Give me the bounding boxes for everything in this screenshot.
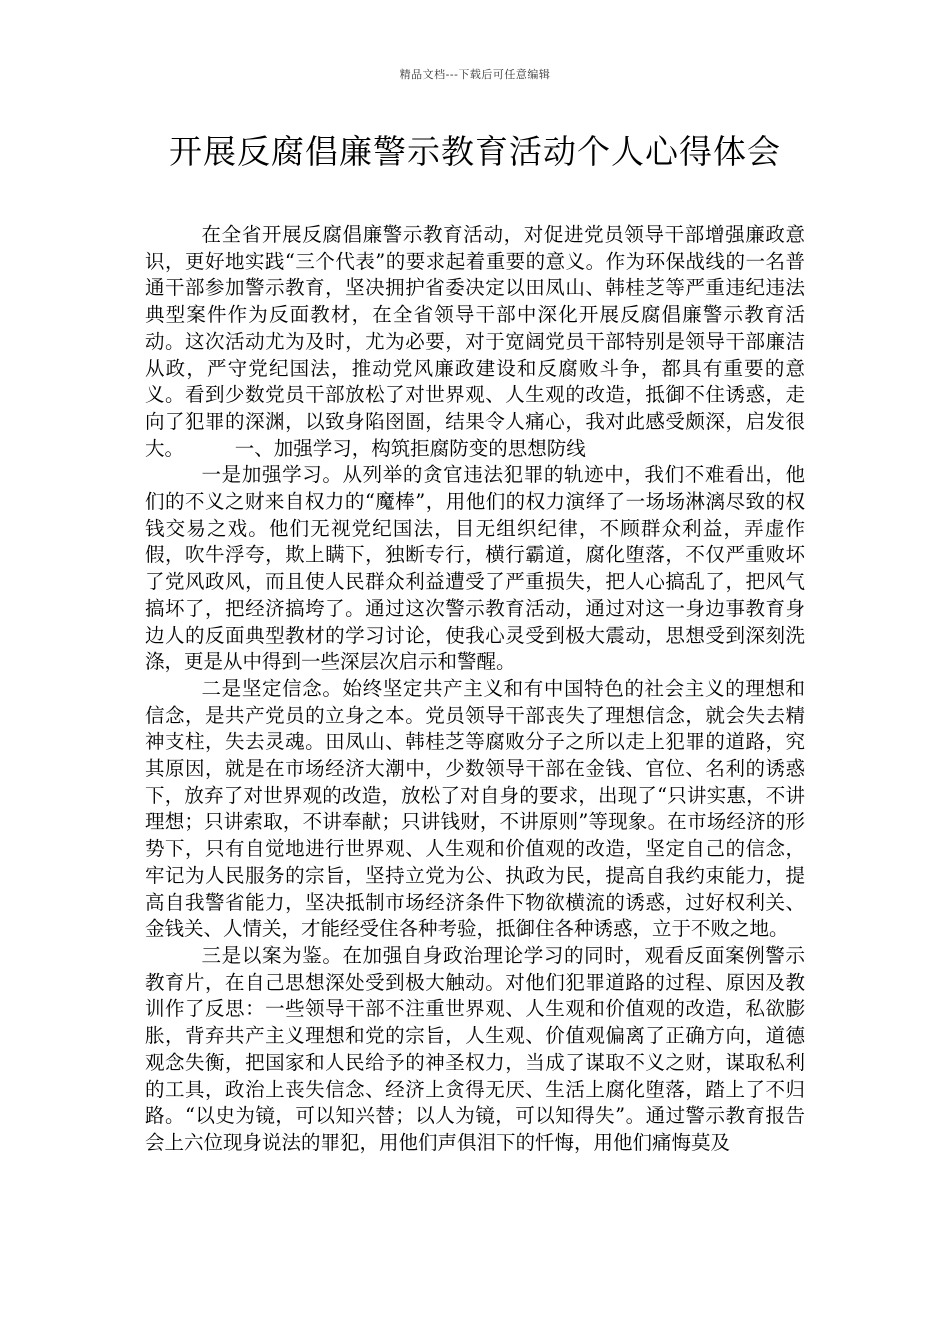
paragraph-3: 三是以案为鉴。在加强自身政治理论学习的同时，观看反面案例警示教育片，在自己思想深处受到极大触动。对他们犯罪道路的过程、原因及教训作了反思：一些领导干部不注重世界观、人生观和价值观的改造，私欲膨胀，背弃共产主义理想和党的宗旨，人生观、价值观偏离了正确方向，道德观念失衡，把国家和人民给予的神圣权力，当成了谋取不义之财，谋取私利的工具，政治上丧失信念、经济上贪得无厌、生活上腐化堕落，踏上了不归路。“以史为镜，可以知兴替；以人为镜，可以知得失”。通过警示教育报告会上六位现身说法的罪犯，用他们声俱泪下的忏悔，用他们痛悔莫及	[145, 943, 805, 1154]
paragraph-2: 二是坚定信念。始终坚定共产主义和有中国特色的社会主义的理想和信念，是共产党员的立身之本。党员领导干部丧失了理想信念，就会失去精神支柱，失去灵魂。田凤山、韩桂芝等腐败分子之所以走上犯罪的道路，究其原因，就是在市场经济大潮中，少数领导干部在金钱、官位、名利的诱惑下，放弃了对世界观的改造，放松了对自身的要求，出现了“只讲实惠，不讲理想；只讲索取，不讲奉献；只讲钱财，不讲原则”等现象。在市场经济的形势下，只有自觉地进行世界观、人生观和价值观的改造，坚定自己的信念，牢记为人民服务的宗旨，坚持立党为公、执政为民，提高自我约束能力，提高自我警省能力，坚决抵制市场经济条件下物欲横流的诱惑，过好权利关、金钱关、人情关，才能经受住各种考验，抵御住各种诱惑，立于不败之地。	[145, 676, 805, 941]
paragraph-1: 一是加强学习。从列举的贪官违法犯罪的轨迹中，我们不难看出，他们的不义之财来自权力的“魔棒”，用他们的权力演绎了一场场淋漓尽致的权钱交易之戏。他们无视党纪国法，目无组织纪律，不顾群众利益，弄虚作假，吹牛浮夸，欺上瞒下，独断专行，横行霸道，腐化堕落，不仅严重败坏了党风政风，而且使人民群众利益遭受了严重损失，把人心搞乱了，把风气搞坏了，把经济搞垮了。通过这次警示教育活动，通过对这一身边事教育身边人的反面典型教材的学习讨论，使我心灵受到极大震动，思想受到深刻洗涤，更是从中得到一些深层次启示和警醒。	[145, 463, 805, 674]
section-heading: 一、加强学习，构筑拒腐防变的思想防线	[234, 436, 586, 460]
document-title: 开展反腐倡廉警示教育活动个人心得体会	[169, 132, 781, 171]
intro-text: 在全省开展反腐倡廉警示教育活动，对促进党员领导干部增强廉政意识，更好地实践“三个代表”的要求起着重要的意义。作为环保战线的一名普通干部参加警示教育，坚决拥护省委决定以田凤山、韩桂芝等严重违纪违法典型案件作为反面教材，在全省领导干部中深化开展反腐倡廉警示教育活动。这次活动尤为及时，尤为必要，对于宽阔党员干部特别是领导干部廉洁从政，严守党纪国法，推动党风廉政建设和反腐败斗争，都具有重要的意义。看到少数党员干部放松了对世界观、人生观的改造，抵御不住诱惑，走向了犯罪的深渊，以致身陷囹圄，结果令人痛心，我对此感受颇深，启发很大。	[145, 223, 805, 460]
document-body	[145, 222, 805, 1157]
page-header-note: 精品文档---下载后可任意编辑	[399, 68, 551, 81]
intro-paragraph	[145, 222, 805, 462]
